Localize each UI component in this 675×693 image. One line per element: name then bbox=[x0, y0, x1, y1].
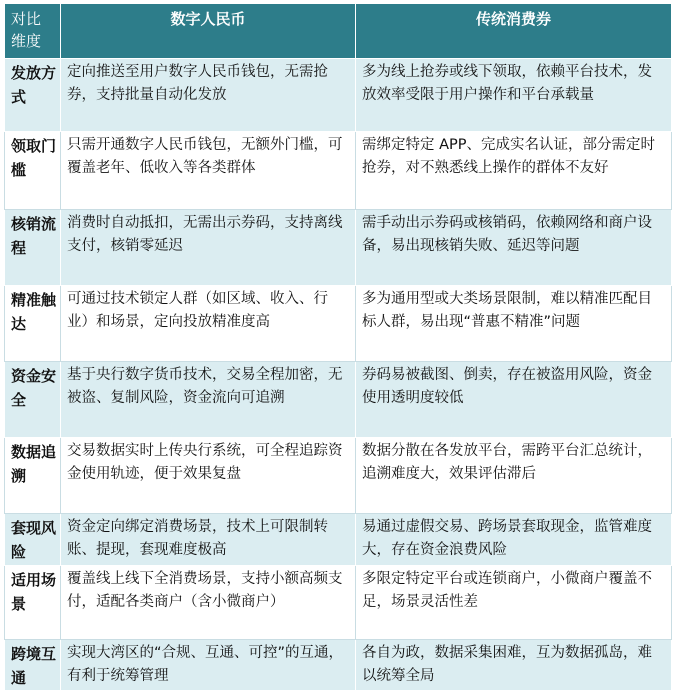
row-label: 数据追溯 bbox=[5, 438, 61, 514]
row-label: 资金安全 bbox=[5, 362, 61, 438]
row-label: 领取门槛 bbox=[5, 132, 61, 210]
traditional-cell: 券码易被截图、倒卖，存在被盗用风险，资金使用透明度较低 bbox=[356, 362, 672, 438]
header-traditional-coupon: 传统消费券 bbox=[356, 4, 672, 59]
table-row bbox=[5, 640, 672, 691]
digital-cell: 消费时自动抵扣，无需出示券码，支持离线支付，核销零延迟 bbox=[61, 210, 356, 286]
table-row bbox=[5, 362, 672, 438]
row-label: 套现风险 bbox=[5, 514, 61, 566]
header-row bbox=[5, 4, 672, 59]
digital-cell: 资金定向绑定消费场景，技术上可限制转账、提现，套现难度极高 bbox=[61, 514, 356, 566]
table-row bbox=[5, 514, 672, 566]
traditional-cell: 多为线上抢券或线下领取，依赖平台技术，发放效率受限于用户操作和平台承载量 bbox=[356, 59, 672, 132]
row-label: 发放方式 bbox=[5, 59, 61, 132]
row-label: 精准触达 bbox=[5, 286, 61, 362]
digital-cell: 可通过技术锁定人群（如区域、收入、行业）和场景，定向投放精准度高 bbox=[61, 286, 356, 362]
table-row bbox=[5, 210, 672, 286]
traditional-cell: 多为通用型或大类场景限制，难以精准匹配目标人群，易出现“普惠不精准”问题 bbox=[356, 286, 672, 362]
row-label: 跨境互通 bbox=[5, 640, 61, 691]
table-row bbox=[5, 59, 672, 132]
table-row bbox=[5, 438, 672, 514]
traditional-cell: 需绑定特定 APP、完成实名认证，部分需定时抢券，对不熟悉线上操作的群体不友好 bbox=[356, 132, 672, 210]
digital-cell: 定向推送至用户数字人民币钱包，无需抢券，支持批量自动化发放 bbox=[61, 59, 356, 132]
digital-cell: 覆盖线上线下全消费场景，支持小额高频支付，适配各类商户（含小微商户） bbox=[61, 566, 356, 640]
header-dimension: 对比维度 bbox=[5, 4, 61, 59]
traditional-cell: 需手动出示券码或核销码，依赖网络和商户设备，易出现核销失败、延迟等问题 bbox=[356, 210, 672, 286]
digital-cell: 只需开通数字人民币钱包，无额外门槛，可覆盖老年、低收入等各类群体 bbox=[61, 132, 356, 210]
digital-cell: 基于央行数字货币技术，交易全程加密，无被盗、复制风险，资金流向可追溯 bbox=[61, 362, 356, 438]
table-row bbox=[5, 566, 672, 640]
table-row bbox=[5, 286, 672, 362]
digital-cell: 交易数据实时上传央行系统，可全程追踪资金使用轨迹，便于效果复盘 bbox=[61, 438, 356, 514]
comparison-table bbox=[4, 3, 672, 691]
row-label: 核销流程 bbox=[5, 210, 61, 286]
traditional-cell: 多限定特定平台或连锁商户，小微商户覆盖不足，场景灵活性差 bbox=[356, 566, 672, 640]
traditional-cell: 数据分散在各发放平台，需跨平台汇总统计，追溯难度大，效果评估滞后 bbox=[356, 438, 672, 514]
table-row bbox=[5, 132, 672, 210]
row-label: 适用场景 bbox=[5, 566, 61, 640]
header-digital-rmb: 数字人民币 bbox=[61, 4, 356, 59]
traditional-cell: 各自为政，数据采集困难，互为数据孤岛，难以统筹全局 bbox=[356, 640, 672, 691]
traditional-cell: 易通过虚假交易、跨场景套取现金，监管难度大，存在资金浪费风险 bbox=[356, 514, 672, 566]
digital-cell: 实现大湾区的“合规、互通、可控”的互通，有利于统筹管理 bbox=[61, 640, 356, 691]
